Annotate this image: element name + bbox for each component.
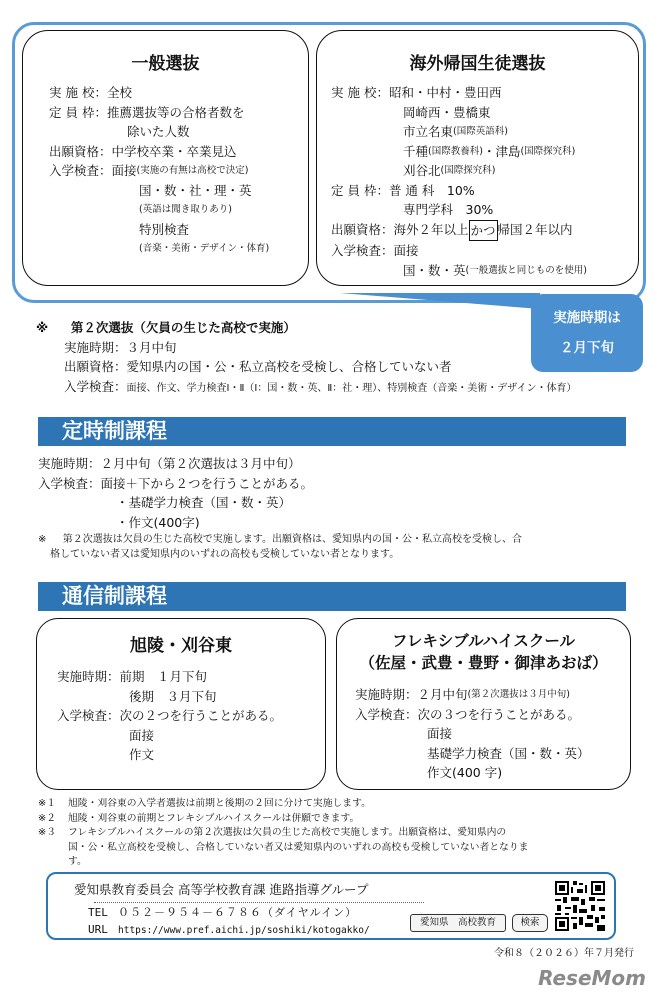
box1-item1: 面接 <box>129 727 155 743</box>
exam-subjects: 国・数・社・理・英 <box>139 182 252 198</box>
returnee-schools-label: 実 施 校： <box>331 85 389 100</box>
box1-exam-label: 入学検査： <box>57 708 120 723</box>
box2-item1: 面接 <box>427 726 453 741</box>
returnee-elig-boxed: かつ <box>469 220 498 242</box>
returnee-exam2: 国・数・英 <box>403 262 466 278</box>
parttime-item2: ・作文(400字) <box>116 514 200 530</box>
callout-line2: ２月下旬 <box>560 340 614 356</box>
exam-interview-note: (実施の有無は高校で決定) <box>136 165 249 176</box>
general-selection-box <box>22 30 309 286</box>
note3-cont2: す。 <box>68 856 87 867</box>
box2-exam: 次の３つを行うことがある。 <box>417 706 581 722</box>
note1-mark: ※１ <box>38 798 57 809</box>
parttime-item1: ・基礎学力検査（国・数・英） <box>116 495 292 510</box>
correspondence-section-header: 通信制課程 <box>38 582 626 611</box>
returnee-school-line3: 市立名東 <box>403 124 454 139</box>
parttime-exam: 入学検査：面接＋下から２つを行うことがある。 <box>38 475 314 491</box>
parttime-note2: 格していない者又は愛知県内のいずれの高校も受検していない者となります。 <box>50 549 400 560</box>
parttime-period: 実施時期：２月中旬（第２次選抜は３月中旬） <box>38 456 301 471</box>
box2-title1: フレキシブルハイスクール <box>391 632 576 650</box>
exam-special: 特別検査 <box>139 221 190 237</box>
schools-value: 全校 <box>106 85 132 100</box>
footer-divider <box>94 902 424 903</box>
second-elig-label: 出願資格： <box>64 359 127 374</box>
note3-cont: 国・公・私立高校を受検し、合格していない者又は愛知県内のいずれの高校も受検していない者となりま <box>68 841 529 853</box>
second-exam: 面接、作文、学力検査Ⅰ・Ⅱ（Ⅰ：国・数・英、Ⅱ：社・理）、特別検査（音楽・美術・デザイン・体育） <box>126 382 577 394</box>
issue-date: 令和８（２０２６）年７月発行 <box>494 948 634 959</box>
box1-period2: 後期 ３月下旬 <box>129 688 217 704</box>
resemom-watermark: ReseMom <box>538 966 646 990</box>
returnee-quota-label: 定 員 枠： <box>331 182 389 198</box>
second-exam-label: 入学検査： <box>64 378 127 394</box>
parttime-section-header: 定時制課程 <box>38 417 626 446</box>
returnee-school-line3-note: (国際英語科) <box>453 126 508 137</box>
exam-interview: 面接 <box>111 163 137 178</box>
second-selection <box>36 318 596 398</box>
box1-period-label: 実施時期： <box>57 669 120 684</box>
note3-mark: ※３ <box>38 827 57 838</box>
eligibility-value: 中学校卒業・卒業見込 <box>111 143 237 159</box>
box1-title: 旭陵・刈谷東 <box>130 636 232 656</box>
box2-period-note: (第２次選抜は３月中旬) <box>467 689 570 700</box>
footer-org: 愛知県教育委員会 高等学校教育課 進路指導グループ <box>74 882 369 897</box>
returnee-exam2-note: (一般選抜と同じものを使用) <box>465 264 587 276</box>
eligibility-label: 出願資格： <box>49 143 112 159</box>
exam-subjects-note: (英語は聞き取りあり) <box>139 204 232 215</box>
search-button[interactable]: 検索 <box>512 914 548 932</box>
url-link[interactable]: https://www.pref.aichi.jp/soshiki/kotogakko/ <box>118 925 370 936</box>
note1-text: 旭陵・刈谷東の入学者選抜は前期と後期の２回に分けて実施します。 <box>68 798 371 809</box>
returnee-selection-title: 海外帰国生徒選抜 <box>409 54 546 74</box>
note2-mark: ※２ <box>38 812 57 824</box>
qr-code-icon[interactable] <box>553 879 607 933</box>
general-selection-title: 一般選抜 <box>131 54 200 74</box>
tel-label: TEL <box>88 906 108 919</box>
second-mark: ※ <box>36 320 49 335</box>
returnee-school-line4a: 千種 <box>403 143 429 159</box>
exam-label: 入学検査： <box>49 163 112 178</box>
returnee-selection-box <box>316 30 639 286</box>
returnee-elig-b: 帰国２年以内 <box>497 221 573 237</box>
returnee-school-line4a-note: (国際教養科) <box>428 145 483 157</box>
quota-value: 推薦選抜等の合格者数を <box>106 104 245 120</box>
quota-value-cont: 除いた人数 <box>127 124 190 139</box>
returnee-quota2: 専門学科 30% <box>403 202 494 217</box>
callout-pointer <box>340 293 540 309</box>
returnee-elig-a: 海外２年以上 <box>393 221 469 237</box>
second-elig: 愛知県内の国・公・私立高校を受検し、合格していない者 <box>126 359 452 374</box>
box2-item2: 基礎学力検査（国・数・英） <box>427 745 590 761</box>
exam-special-note: (音楽・美術・デザイン・体育) <box>139 243 270 254</box>
contact-footer <box>46 872 616 940</box>
box2-exam-label: 入学検査： <box>355 706 418 722</box>
second-title: 第２次選抜（欠員の生じた高校で実施） <box>70 320 296 335</box>
search-terms-box[interactable]: 愛知県 高校教育 <box>410 914 506 932</box>
kyoryo-kariyahigashi-box <box>36 618 326 790</box>
box1-item2: 作文 <box>129 747 155 762</box>
callout-line1: 実施時期は <box>553 310 621 326</box>
box1-period1: 前期 １月下旬 <box>119 669 208 684</box>
returnee-exam-label: 入学検査： <box>331 243 394 258</box>
returnee-school-line4b-note: (国際探究科) <box>520 145 576 157</box>
returnee-school-line4b: ・津島 <box>482 143 521 159</box>
url-label: URL <box>88 923 108 936</box>
schools-label: 実 施 校： <box>49 85 107 100</box>
returnee-school-line5-note: (国際探究科) <box>440 165 496 176</box>
parttime-note1: 第２次選抜は欠員の生じた高校で実施します。出願資格は、愛知県内の国・公・私立高校を受検し、合 <box>62 534 522 545</box>
note2-text: 旭陵・刈谷東の前期とフレキシブルハイスクールは併願できます。 <box>68 812 360 824</box>
returnee-eligibility-label: 出願資格： <box>331 221 394 237</box>
quota-label: 定 員 枠： <box>49 104 107 120</box>
parttime-note-mark: ※ <box>38 534 47 545</box>
second-period: ３月中旬 <box>126 339 177 355</box>
tel-value[interactable]: ０５２－９５４－６７８６（ダイヤルイン） <box>118 906 358 919</box>
box2-period: ２月中旬 <box>417 687 468 702</box>
returnee-school-line1: 昭和・中村・豊田西 <box>388 85 502 100</box>
returnee-school-line5: 刈谷北 <box>403 163 441 178</box>
parttime-content <box>38 454 638 562</box>
note3-text: フレキシブルハイスクールの第２次選抜は欠員の生じた高校で実施します。出願資格は、愛知県内の <box>68 827 507 838</box>
box2-period-label: 実施時期： <box>355 687 418 702</box>
correspondence-notes <box>38 797 638 870</box>
returnee-exam1: 面接 <box>393 243 419 258</box>
flexible-highschool-box <box>336 618 631 790</box>
box2-item3: 作文(400 字) <box>427 765 503 780</box>
box1-exam: 次の２つを行うことがある。 <box>119 708 283 723</box>
box2-title2: （佐屋・武豊・豊野・御津あおば） <box>359 654 608 672</box>
returnee-school-line2: 岡崎西・豊橋東 <box>403 104 491 120</box>
second-period-label: 実施時期： <box>64 339 127 355</box>
returnee-quota1: 普 通 科 10% <box>388 182 475 198</box>
